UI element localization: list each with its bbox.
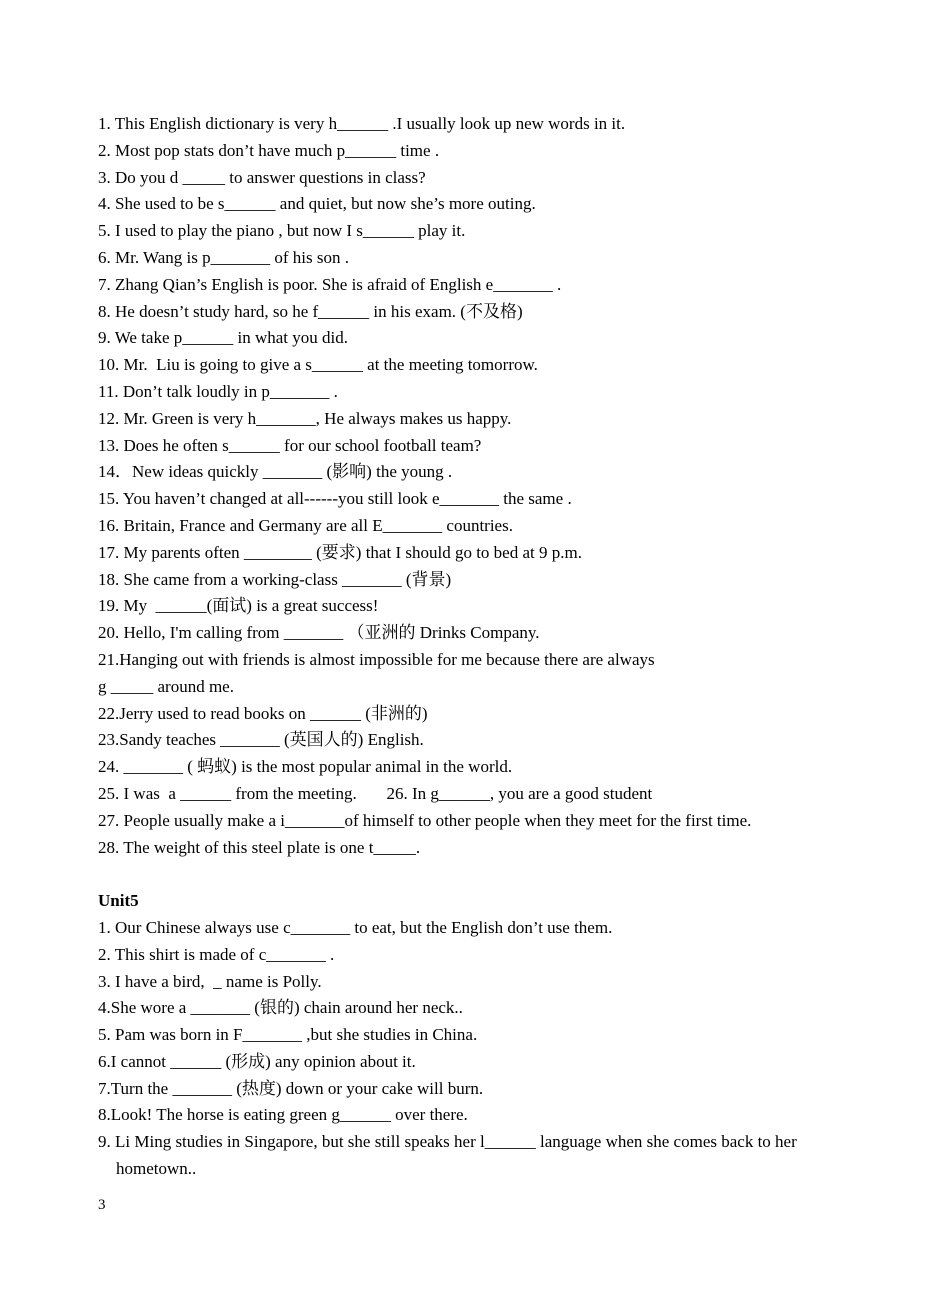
section-unit4-exercises — [98, 111, 868, 861]
exercise-line: 5. Pam was born in F_______ ,but she studies in China. — [98, 1025, 478, 1045]
unit-heading: Unit5 — [98, 891, 139, 911]
exercise-line: 2. This shirt is made of c_______ . — [98, 944, 335, 964]
exercise-line: 8. He doesn’t study hard, so he f______ in his exam. (不及格) — [98, 301, 523, 321]
exercise-line-wrapped: 9. Li Ming studies in Singapore, but she still speaks her l______ language when she comes back to her hometown.. — [98, 1132, 797, 1179]
exercise-line: 19. My ______(面试) is a great success! — [98, 596, 379, 616]
exercise-line: 6. Mr. Wang is p_______ of his son . — [98, 247, 349, 267]
exercise-line: 24. _______ ( 蚂蚁) is the most popular animal in the world. — [98, 757, 513, 777]
exercise-line: 1. This English dictionary is very h______ .I usually look up new words in it. — [98, 114, 626, 133]
exercise-list — [98, 111, 868, 1183]
exercise-line: 23.Sandy teaches _______ (英国人的) English. — [98, 730, 424, 750]
exercise-line: 16. Britain, France and Germany are all E_______ countries. — [98, 515, 513, 535]
exercise-line: 27. People usually make a i_______of himself to other people when they meet for the first time. — [98, 810, 752, 830]
exercise-line: 3. I have a bird, _ name is Polly. — [98, 971, 322, 991]
exercise-line: 8.Look! The horse is eating green g______ over there. — [98, 1105, 468, 1125]
exercise-line: 9. We take p______ in what you did. — [98, 328, 348, 348]
exercise-line: 1. Our Chinese always use c_______ to eat, but the English don’t use them. — [98, 917, 613, 937]
exercise-line: 7.Turn the _______ (热度) down or your cake will burn. — [98, 1078, 484, 1098]
section-unit5-exercises — [98, 915, 868, 1183]
section-spacer — [98, 861, 868, 888]
exercise-line: 14．New ideas quickly _______ (影响) the young . — [98, 462, 453, 482]
exercise-line: g _____ around me. — [98, 676, 234, 696]
exercise-line: 18. She came from a working-class _______ (背景) — [98, 569, 452, 589]
exercise-line: 2. Most pop stats don’t have much p______ time . — [98, 140, 440, 160]
exercise-line: 10. Mr. Liu is going to give a s______ at the meeting tomorrow. — [98, 355, 538, 375]
exercise-line: 7. Zhang Qian’s English is poor. She is afraid of English e_______ . — [98, 274, 562, 294]
exercise-line: 28. The weight of this steel plate is one t_____. — [98, 837, 421, 857]
exercise-line: 3. Do you d _____ to answer questions in class? — [98, 167, 426, 187]
exercise-line: 25. I was a ______ from the meeting. 26. In g______, you are a good student — [98, 783, 653, 803]
exercise-line: 20. Hello, I'm calling from _______ （亚洲的 Drinks Company. — [98, 623, 540, 643]
exercise-line: 4. She used to be s______ and quiet, but now she’s more outing. — [98, 194, 536, 214]
exercise-line: 4.She wore a _______ (银的) chain around her neck.. — [98, 998, 463, 1018]
exercise-line: 11. Don’t talk loudly in p_______ . — [98, 381, 338, 401]
exercise-line: 15. You haven’t changed at all------you still look e_______ the same . — [98, 489, 572, 509]
exercise-line: 22.Jerry used to read books on ______ (非洲的) — [98, 703, 428, 723]
page-number: 3 — [98, 1197, 106, 1213]
exercise-line: 13. Does he often s______ for our school football team? — [98, 435, 482, 455]
exercise-line: 21.Hanging out with friends is almost impossible for me because there are always — [98, 649, 655, 669]
exercise-line: 5. I used to play the piano , but now I s______ play it. — [98, 221, 466, 241]
exercise-line: 17. My parents often ________ (要求) that I should go to bed at 9 p.m. — [98, 542, 582, 562]
exercise-line: 12. Mr. Green is very h_______, He always makes us happy. — [98, 408, 512, 428]
exercise-line: 6.I cannot ______ (形成) any opinion about it. — [98, 1051, 416, 1071]
